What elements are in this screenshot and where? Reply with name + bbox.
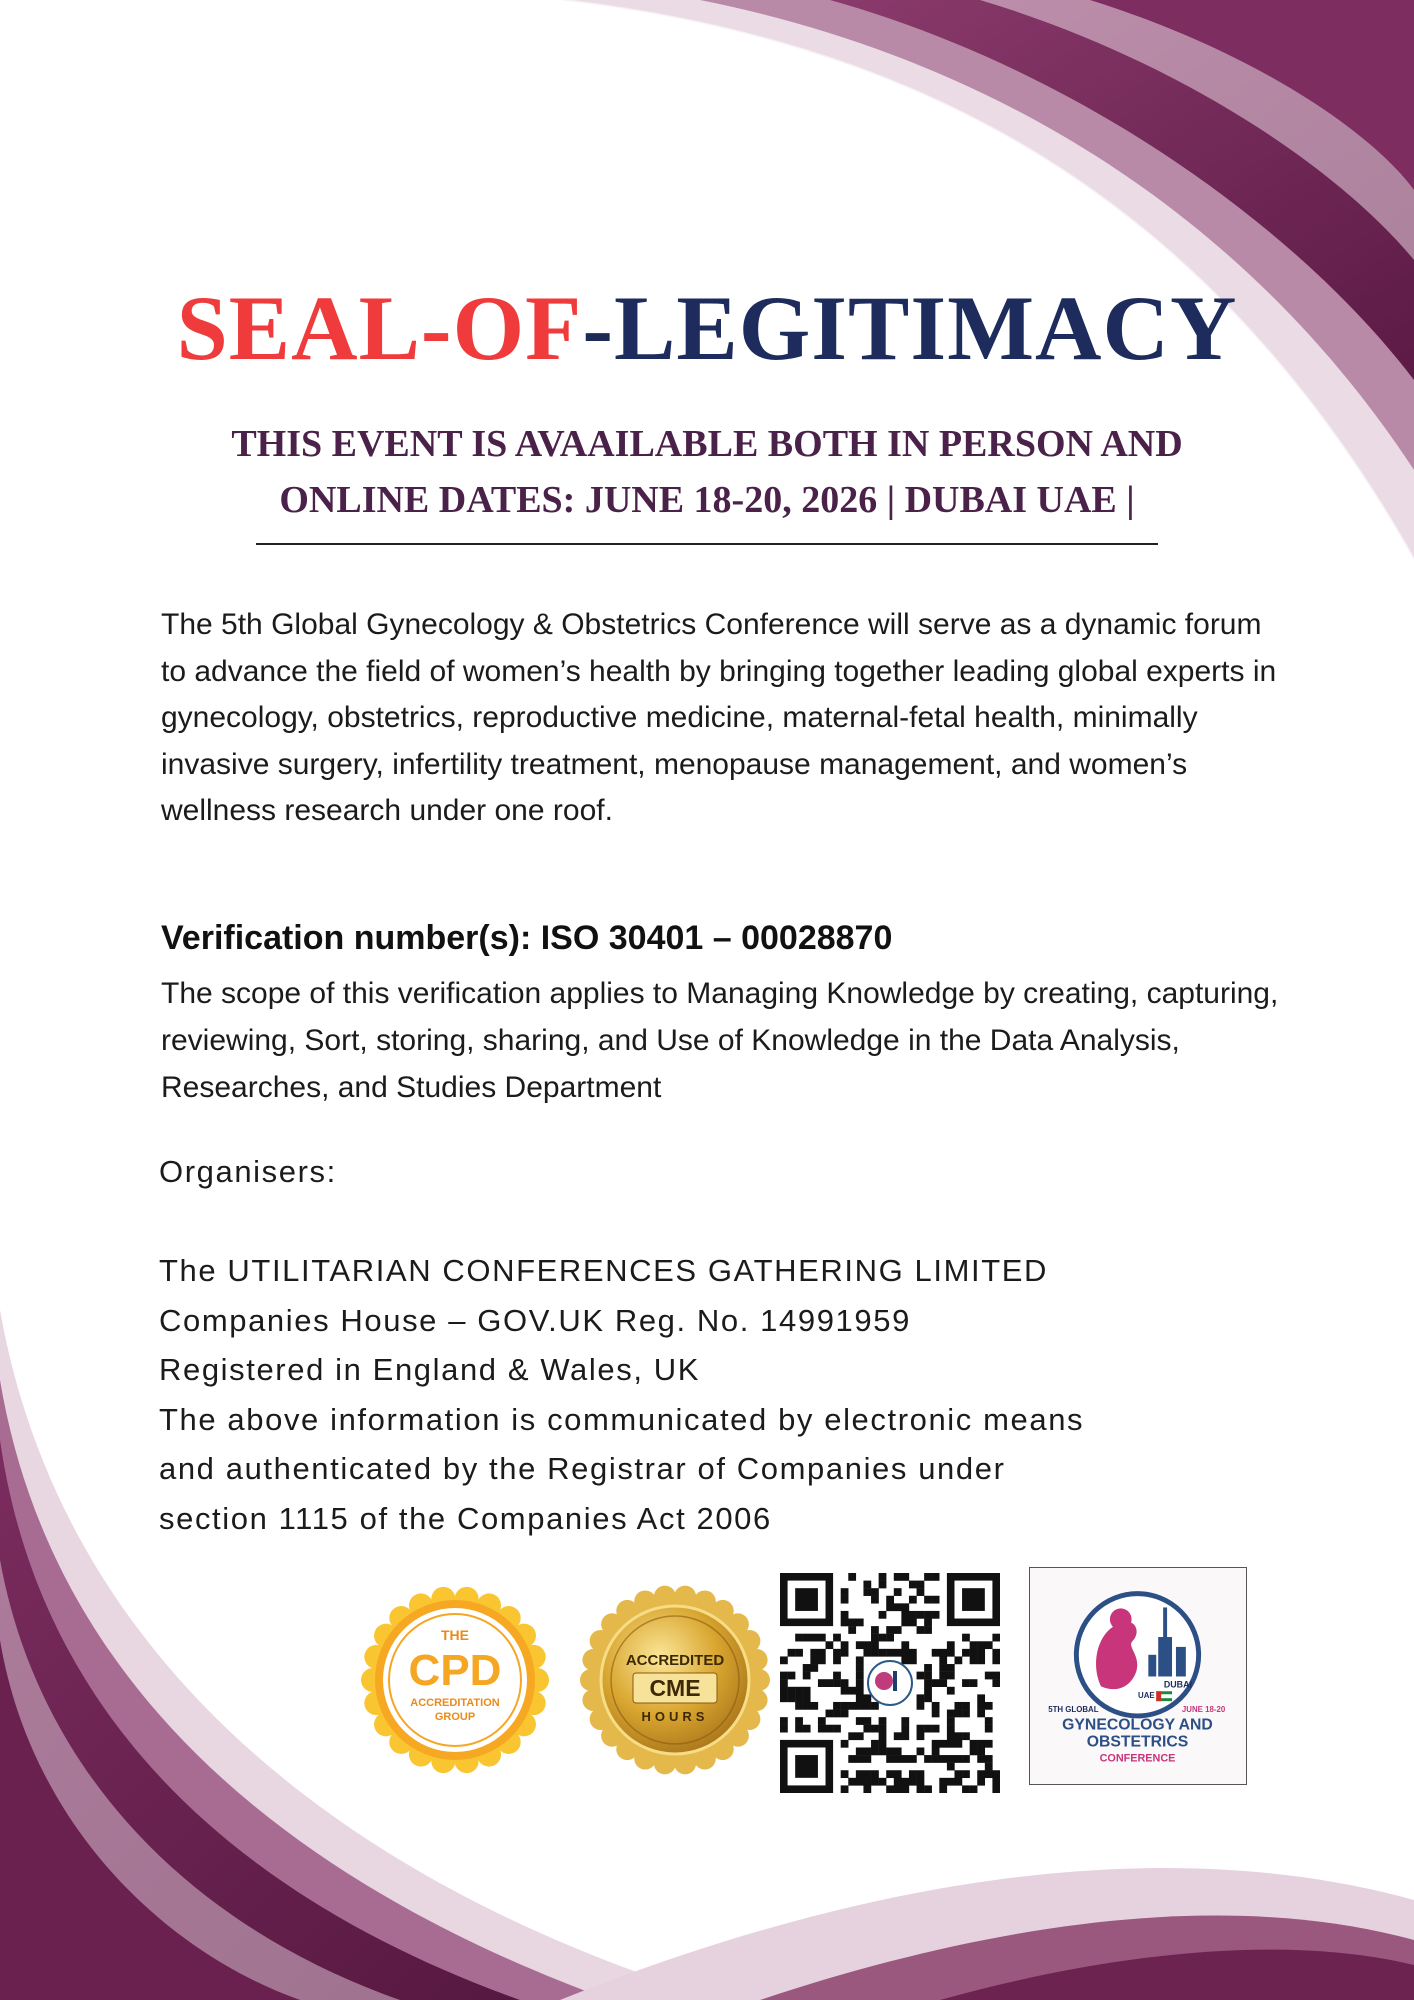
cme-top-text: ACCREDITED [625,1652,725,1669]
logo-edition: 5TH GLOBAL [1048,1704,1099,1714]
organiser-line: and authenticated by the Registrar of Companies under [159,1451,1006,1486]
organiser-line: The UTILITARIAN CONFERENCES GATHERING LIMITED [159,1253,1049,1288]
qr-code-icon [780,1573,1000,1793]
conference-logo-icon [1030,1568,1245,1783]
logo-country: UAE [1138,1691,1155,1701]
organisers-label: Organisers: [159,1154,337,1189]
cpd-top-text: THE [441,1627,469,1643]
organiser-line: Registered in England & Wales, UK [159,1352,701,1387]
page-title [0,277,1414,379]
logo-city: DUBAI [1163,1679,1192,1690]
event-subtitle [140,416,1274,528]
organiser-line: The above information is communicated by electronic means [159,1401,1085,1437]
title-part-red: SEAL-OF [176,277,583,379]
subtitle-line-2: ONLINE DATES: JUNE 18-20, 2026 | DUBAI UAE | [279,479,1135,521]
organiser-line: section 1115 of the Companies Act 2006 [159,1500,772,1536]
organiser-details [159,1246,1289,1543]
logo-name-1: GYNECOLOGY AND [1062,1716,1213,1734]
title-part-navy: LEGITIMACY [613,277,1238,379]
conference-logo-card [1029,1567,1247,1785]
verification-scope: The scope of this verification applies to Managing Knowledge by creating, capturing, reviewing, Sort, storing, sharing, and Use of Knowledge in the Data Analysis, Researches, and Studies Department [161,977,1279,1104]
cpd-line2-text: GROUP [434,1711,476,1723]
cme-bottom-text: HOURS [641,1709,709,1724]
cme-main-text: CME [649,1675,701,1701]
cme-seal-icon [575,1580,775,1780]
intro-paragraph: The 5th Global Gynecology & Obstetrics Conference will serve as a dynamic forum to advance the field of women’s health by bringing together leading global experts in gynecology, obstetrics, reproductive medicine, maternal-fetal health, minimally invasive surgery, infertility treatment, menopause management, and women’s wellness research under one roof. [161,608,1277,827]
logo-dates: JUNE 18-20 [1181,1704,1226,1714]
organiser-line: Companies House – GOV.UK Reg. No. 14991959 [159,1302,911,1338]
cpd-main-text: CPD [408,1646,502,1695]
title-dash: - [582,277,614,379]
cpd-seal-icon [360,1585,550,1775]
logo-name-2: OBSTETRICS [1086,1733,1189,1751]
cpd-line1-text: ACCREDITATION [410,1697,500,1709]
logo-name-3: CONFERENCE [1099,1752,1176,1765]
verification-heading: Verification number(s): ISO 30401 – 00028870 [161,919,893,957]
divider-rule [256,543,1158,545]
subtitle-line-1: THIS EVENT IS AVAAILABLE BOTH IN PERSON AND [231,423,1183,465]
